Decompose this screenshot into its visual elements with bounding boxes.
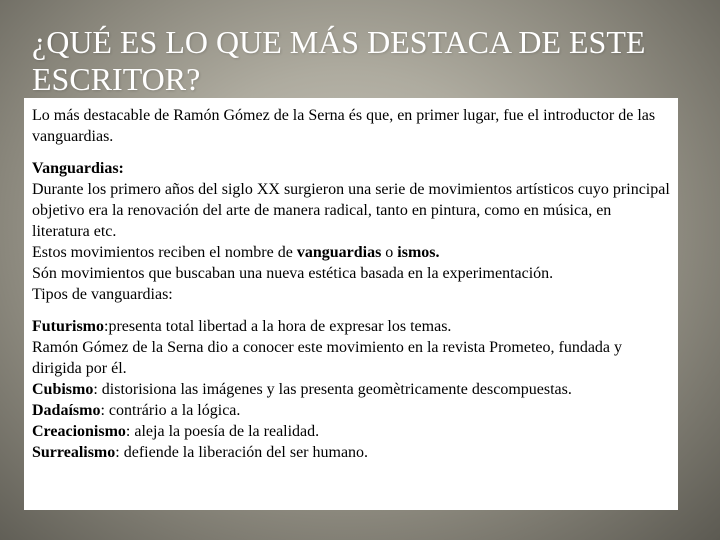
spacer [32, 305, 670, 316]
surrealismo-item: Surrealismo: defiende la liberación del ser humano. [32, 444, 369, 461]
slide-title: ¿QUÉ ES LO QUE MÁS DESTACA DE ESTE ESCRITOR? [32, 24, 646, 97]
dadaismo-item: Dadaísmo: contrário a la lógica. [32, 402, 241, 419]
vanguardias-line-2: Estos movimientos reciben el nombre de vanguardias o ismos. [32, 244, 440, 261]
creacionismo-item: Creacionismo: aleja la poesía de la realidad. [32, 423, 320, 440]
cubismo-item: Cubismo: distorisiona las imágenes y las presenta geomètricamente descompuestas. [32, 381, 572, 398]
intro-paragraph: Lo más destacable de Ramón Gómez de la Serna és que, en primer lugar, fue el introductor de las vanguardias. [32, 107, 656, 145]
futurismo-note: Ramón Gómez de la Serna dio a conocer este movimiento en la revista Prometeo, fundada y dirigida por él. [32, 339, 623, 377]
vanguardias-line-4: Tipos de vanguardias: [32, 286, 173, 303]
futurismo-item: Futurismo:presenta total libertad a la hora de expresar los temas. [32, 318, 452, 335]
content-box [24, 98, 678, 510]
vanguardias-line-1: Durante los primero años del siglo XX surgieron una serie de movimientos artísticos cuyo principal objetivo era la renovación del arte de manera radical, tanto en pintura, como en música, en literatura etc. [32, 181, 670, 240]
vanguardias-line-3: Són movimientos que buscaban una nueva estética basada en la experimentación. [32, 265, 554, 282]
spacer [32, 147, 670, 158]
vanguardias-heading: Vanguardias: [32, 160, 124, 177]
